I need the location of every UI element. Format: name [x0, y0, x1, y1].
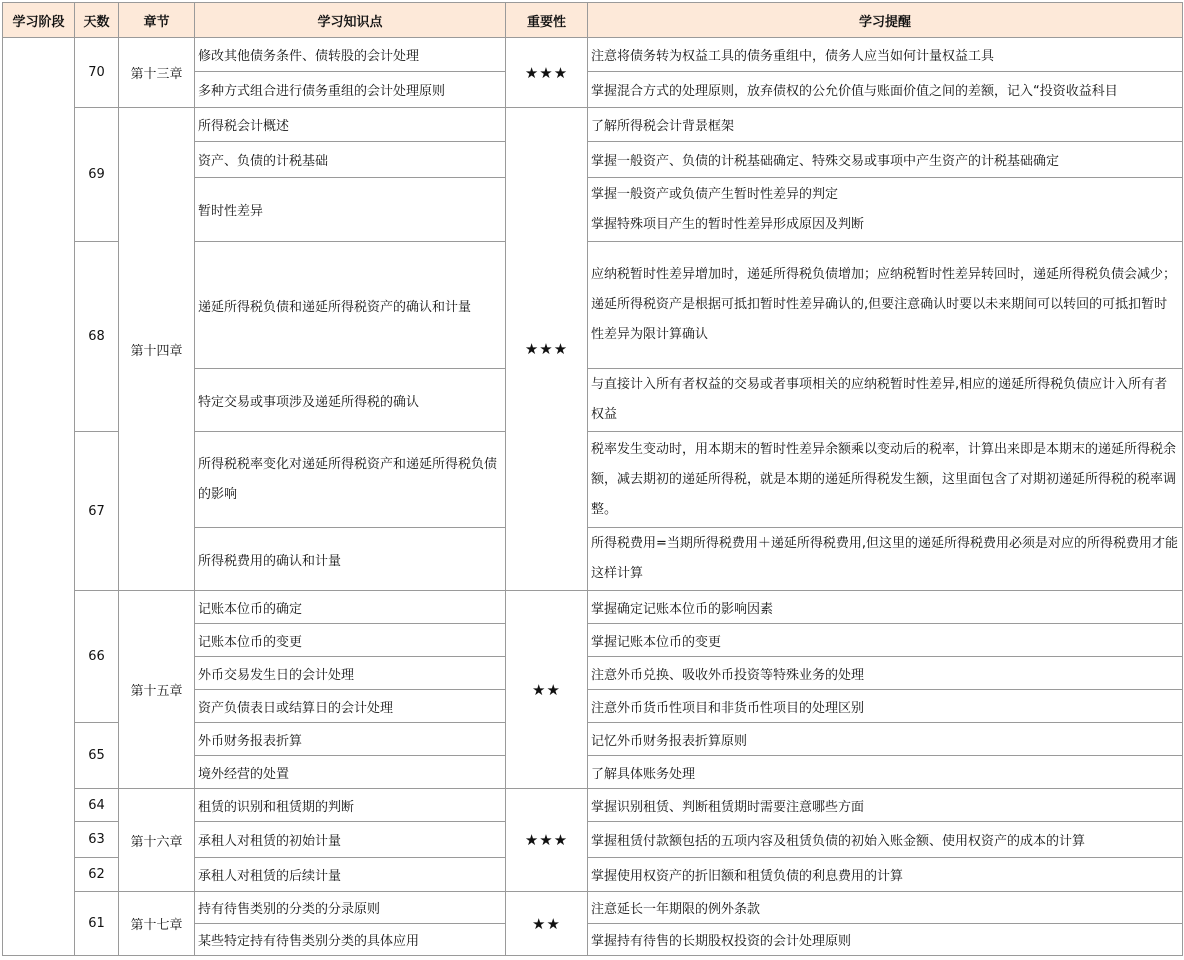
knowledge-point-cell: 特定交易或事项涉及递延所得税的确认 [195, 369, 506, 432]
chapter-cell: 第十五章 [119, 591, 195, 789]
table-row [3, 38, 1183, 72]
header-knowledge-point: 学习知识点 [195, 3, 506, 38]
reminder-cell: 所得税费用=当期所得税费用＋递延所得税费用,但这里的递延所得税费用必须是对应的所得税费用才能这样计算 [588, 528, 1183, 591]
reminder-cell: 掌握识别租赁、判断租赁期时需要注意哪些方面 [588, 789, 1183, 822]
chapter-cell: 第十七章 [119, 892, 195, 956]
knowledge-point-cell: 所得税税率变化对递延所得税资产和递延所得税负债的影响 [195, 432, 506, 528]
header-days: 天数 [75, 3, 119, 38]
knowledge-point-cell: 持有待售类别的分类的分录原则 [195, 892, 506, 924]
importance-stars: ★★★ [506, 789, 588, 892]
table-row [3, 591, 1183, 624]
reminder-cell: 掌握持有待售的长期股权投资的会计处理原则 [588, 924, 1183, 956]
knowledge-point-cell: 外币交易发生日的会计处理 [195, 657, 506, 690]
table-row [3, 789, 1183, 822]
day-cell: 64 [75, 789, 119, 822]
reminder-cell: 掌握混合方式的处理原则，放弃债权的公允价值与账面价值之间的差额，记入“投资收益科目 [588, 72, 1183, 108]
reminder-cell: 掌握一般资产、负债的计税基础确定、特殊交易或事项中产生资产的计税基础确定 [588, 142, 1183, 178]
reminder-cell: 掌握记账本位币的变更 [588, 624, 1183, 657]
day-cell: 65 [75, 723, 119, 789]
reminder-line: 应纳税暂时性差异增加时，递延所得税负债增加；应纳税暂时性差异转回时，递延所得税负债会减少； [591, 267, 1177, 282]
knowledge-point-cell: 外币财务报表折算 [195, 723, 506, 756]
knowledge-point-cell: 承租人对租赁的初始计量 [195, 822, 506, 858]
knowledge-point-cell: 记账本位币的变更 [195, 624, 506, 657]
importance-stars: ★★ [506, 591, 588, 789]
header-row [3, 3, 1183, 38]
knowledge-point-cell: 租赁的识别和租赁期的判断 [195, 789, 506, 822]
knowledge-point-cell: 所得税费用的确认和计量 [195, 528, 506, 591]
reminder-cell: 了解所得税会计背景框架 [588, 108, 1183, 142]
reminder-cell: 掌握租赁付款额包括的五项内容及租赁负债的初始入账金额、使用权资产的成本的计算 [588, 822, 1183, 858]
day-cell: 66 [75, 591, 119, 723]
reminder-cell: 注意延长一年期限的例外条款 [588, 892, 1183, 924]
header-reminder: 学习提醒 [588, 3, 1183, 38]
knowledge-point-cell: 递延所得税负债和递延所得税资产的确认和计量 [195, 242, 506, 369]
reminder-cell: 注意外币兑换、吸收外币投资等特殊业务的处理 [588, 657, 1183, 690]
day-cell: 62 [75, 858, 119, 892]
day-cell: 69 [75, 108, 119, 242]
importance-stars: ★★★ [506, 108, 588, 591]
chapter-cell: 第十六章 [119, 789, 195, 892]
reminder-cell: 税率发生变动时，用本期末的暂时性差异余额乘以变动后的税率，计算出来即是本期末的递延所得税余额，减去期初的递延所得税，就是本期的递延所得税发生额，这里面包含了对期初递延所得税的税率调整。 [588, 432, 1183, 528]
knowledge-point-cell: 暂时性差异 [195, 178, 506, 242]
study-plan-table [2, 2, 1183, 956]
header-chapter: 章节 [119, 3, 195, 38]
table-row [3, 108, 1183, 142]
reminder-cell: 记忆外币财务报表折算原则 [588, 723, 1183, 756]
day-cell: 68 [75, 242, 119, 432]
reminder-cell: 掌握确定记账本位币的影响因素 [588, 591, 1183, 624]
day-cell: 70 [75, 38, 119, 108]
knowledge-point-cell: 资产负债表日或结算日的会计处理 [195, 690, 506, 723]
stage-cell [3, 38, 75, 956]
table-row [3, 892, 1183, 924]
header-stage: 学习阶段 [3, 3, 75, 38]
reminder-cell: 掌握使用权资产的折旧额和租赁负债的利息费用的计算 [588, 858, 1183, 892]
chapter-cell: 第十三章 [119, 38, 195, 108]
knowledge-point-cell: 修改其他债务条件、债转股的会计处理 [195, 38, 506, 72]
reminder-cell: 注意将债务转为权益工具的债务重组中，债务人应当如何计量权益工具 [588, 38, 1183, 72]
knowledge-point-cell: 某些特定持有待售类别分类的具体应用 [195, 924, 506, 956]
day-cell: 67 [75, 432, 119, 591]
knowledge-point-cell: 承租人对租赁的后续计量 [195, 858, 506, 892]
reminder-cell: 与直接计入所有者权益的交易或者事项相关的应纳税暂时性差异,相应的递延所得税负债应计入所有者权益 [588, 369, 1183, 432]
importance-stars: ★★★ [506, 38, 588, 108]
chapter-cell: 第十四章 [119, 108, 195, 591]
day-cell: 61 [75, 892, 119, 956]
knowledge-point-cell: 所得税会计概述 [195, 108, 506, 142]
reminder-line: 掌握一般资产或负债产生暂时性差异的判定 [591, 186, 839, 202]
reminder-line: 递延所得税资产是根据可抵扣暂时性差异确认的,但要注意确认时要以未来期间可以转回的可抵扣暂时性差异为限计算确认 [591, 297, 1168, 342]
reminder-line: 掌握特殊项目产生的暂时性差异形成原因及判断 [591, 216, 865, 232]
knowledge-point-cell: 记账本位币的确定 [195, 591, 506, 624]
reminder-cell [588, 178, 1183, 242]
knowledge-point-cell: 多种方式组合进行债务重组的会计处理原则 [195, 72, 506, 108]
knowledge-point-cell: 境外经营的处置 [195, 756, 506, 789]
day-cell: 63 [75, 822, 119, 858]
header-importance: 重要性 [506, 3, 588, 38]
reminder-cell [588, 242, 1183, 369]
importance-stars: ★★ [506, 892, 588, 956]
reminder-cell: 了解具体账务处理 [588, 756, 1183, 789]
knowledge-point-cell: 资产、负债的计税基础 [195, 142, 506, 178]
reminder-cell: 注意外币货币性项目和非货币性项目的处理区别 [588, 690, 1183, 723]
